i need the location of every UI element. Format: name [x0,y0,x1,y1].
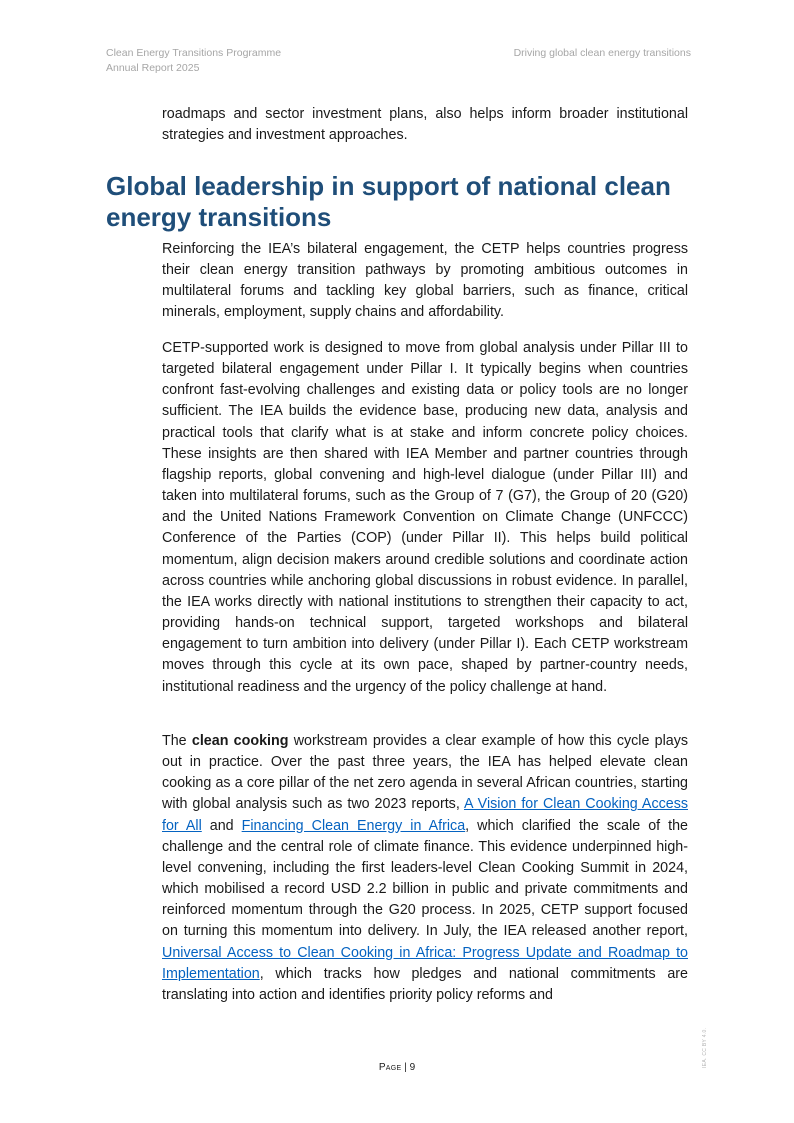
page-number: 9 [409,1062,416,1073]
text-run: , which clarified the scale of the challenge and the central role of climate finance. This evidence underpinned high-level convening, including the first leaders-level Clean Cooking Summit in 2024, which mobilised a record USD 2.2 billion in public and private commitments and reinforced momentum through the G20 process. In 2025, CETP support focused on turning this momentum into delivery. In July, the IEA released another report, [162,817,688,940]
paragraph-clean-cooking [162,731,688,1006]
paragraph-cetp-cycle: CETP-supported work is designed to move from global analysis under Pillar III to targeted bilateral engagement under Pillar I. It typically begins when countries confront fast-evolving challenges and existing data or policy tools are no longer sufficient. The IEA builds the evidence base, producing new data, analysis and practical tools that clarify what is at stake and inform concrete policy choices. These insights are then shared with IEA Member and partner countries through flagship reports, global convening and high-level dialogue (under Pillar III) and taken into multilateral forums, such as the Group of 7 (G7), the Group of 20 (G20) and the United Nations Framework Convention on Climate Change (UNFCCC) Conference of the Parties (COP) (under Pillar II). This helps build political momentum, align decision makers around credible solutions and coordinate action across countries while anchoring global discussions in robust evidence. In parallel, the IEA works directly with national institutions to strengthen their capacity to act, providing hands-on technical support, targeted workshops and bilateral engagement to turn ambition into delivery (under Pillar I). Each CETP workstream moves through this cycle at its own pace, shaped by partner-country needs, institutional readiness and the urgency of the policy challenge at hand. [162,340,688,695]
text-run: The [162,733,192,749]
link-universal-access-report[interactable]: Universal Access to Clean Cooking in Africa: Progress Update and Roadmap to Implementation [162,944,688,982]
text-run: workstream provides a clear example of how this cycle plays out in practice. Over the past three years, the IEA has helped elevate clean cooking as a core pillar of the net zero agenda in several African countries, starting with global analysis such as two 2023 reports, [162,733,689,813]
header-programme-title: Clean Energy Transitions Programme [106,47,282,59]
continued-paragraph: roadmaps and sector investment plans, also helps inform broader institutional strategies and investment approaches. [162,106,688,144]
link-financing-clean-energy-africa[interactable]: Financing Clean Energy in Africa [241,817,466,834]
running-header-left [106,46,281,76]
text-run: , which tracks how pledges and national commitments are translating into action and identifies priority policy reforms and [162,965,688,1003]
section-heading: Global leadership in support of national clean energy transitions [106,171,671,232]
running-header-right: Driving global clean energy transitions [513,47,691,59]
paragraph-bilateral-engagement: Reinforcing the IEA’s bilateral engagement, the CETP helps countries progress their clean energy transition pathways by promoting ambitious outcomes in multilateral forums and tackling key global barriers, such as finance, critical minerals, employment, supply chains and affordability. [162,241,688,321]
clean-cooking-bold: clean cooking [191,733,289,749]
link-vision-clean-cooking[interactable]: A Vision for Clean Cooking Access for All [162,796,688,834]
license-notice: IEA. CC BY 4.0. [702,1027,708,1068]
page-separator: | [401,1062,410,1073]
header-report-title: Annual Report 2025 [106,62,200,74]
page-number-footer [0,1062,794,1073]
page-label: Page [378,1062,402,1073]
text-run: and [201,817,242,834]
